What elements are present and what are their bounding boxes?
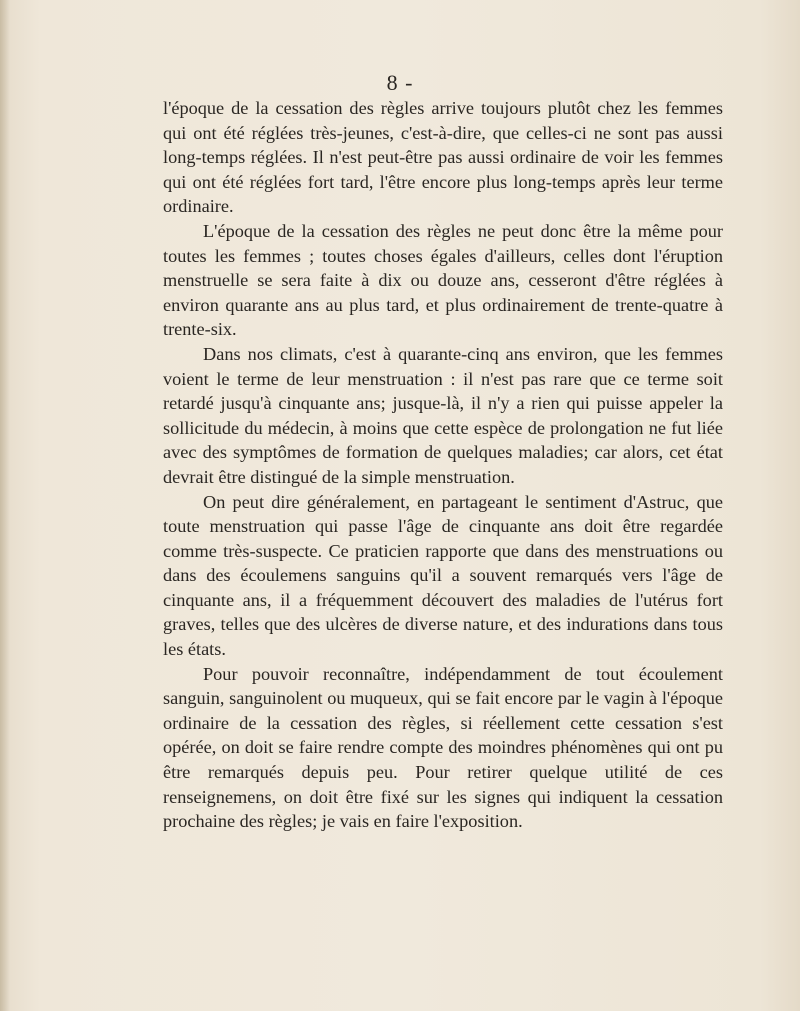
paragraph-3: Dans nos climats, c'est à quarante-cinq ans environ, que les femmes voient le terme de leur menstruation : il n'est pas rare que ce terme soit retardé jusqu'à cinquante ans; jusque-là, il n'y a rien qui puisse appeler la sollicitude du médecin, à moins que cette espèce de prolongation ne fut liée avec des symptômes de formation de quelques maladies; car alors, cet état devrait être distingué de la simple menstruation. [163, 343, 723, 487]
paragraph-1: l'époque de la cessation des règles arrive toujours plutôt chez les femmes qui ont été réglées très-jeunes, c'est-à-dire, que celles-ci ne sont pas aussi long-temps réglées. Il n'est peut-être pas aussi ordinaire de voir les femmes qui ont été réglées fort tard, l'être encore plus long-temps après leur terme ordinaire. [163, 98, 723, 217]
paragraph-5: Pour pouvoir reconnaître, indépendamment de tout écoulement sanguin, sanguinolent ou muqueux, qui se fait encore par le vagin à l'époque ordinaire de la cessation des règles, si réellement cette cessation s'est opérée, on doit se faire rendre compte des moindres phénomènes qui ont pu être remarqués depuis peu. Pour retirer quelque utilité de ces renseignemens, on doit être fixé sur les signes qui indiquent la cessation prochaine des règles; je vais en faire l'exposition. [163, 663, 723, 832]
page-binding-edge [0, 0, 10, 1011]
body-text [163, 96, 723, 834]
paragraph-4: On peut dire généralement, en partageant le sentiment d'Astruc, que toute menstruation qui passe l'âge de cinquante ans doit être regardée comme très-suspecte. Ce praticien rapporte que dans des menstruations ou dans des écoulemens sanguins qu'il a souvent remarqués vers l'âge de cinquante ans, il a fréquemment découvert des maladies de l'utérus fort graves, telles que des ulcères de diverse nature, et des indurations dans tous les états. [163, 491, 723, 660]
page-number: 8 - [386, 70, 414, 95]
paragraph-2: L'époque de la cessation des règles ne peut donc être la même pour toutes les femmes ; toutes choses égales d'ailleurs, celles dont l'éruption menstruelle se sera faite à dix ou douze ans, cesseront d'être réglées à environ quarante ans au plus tard, et plus ordinairement de trente-quatre à trente-six. [163, 220, 723, 340]
